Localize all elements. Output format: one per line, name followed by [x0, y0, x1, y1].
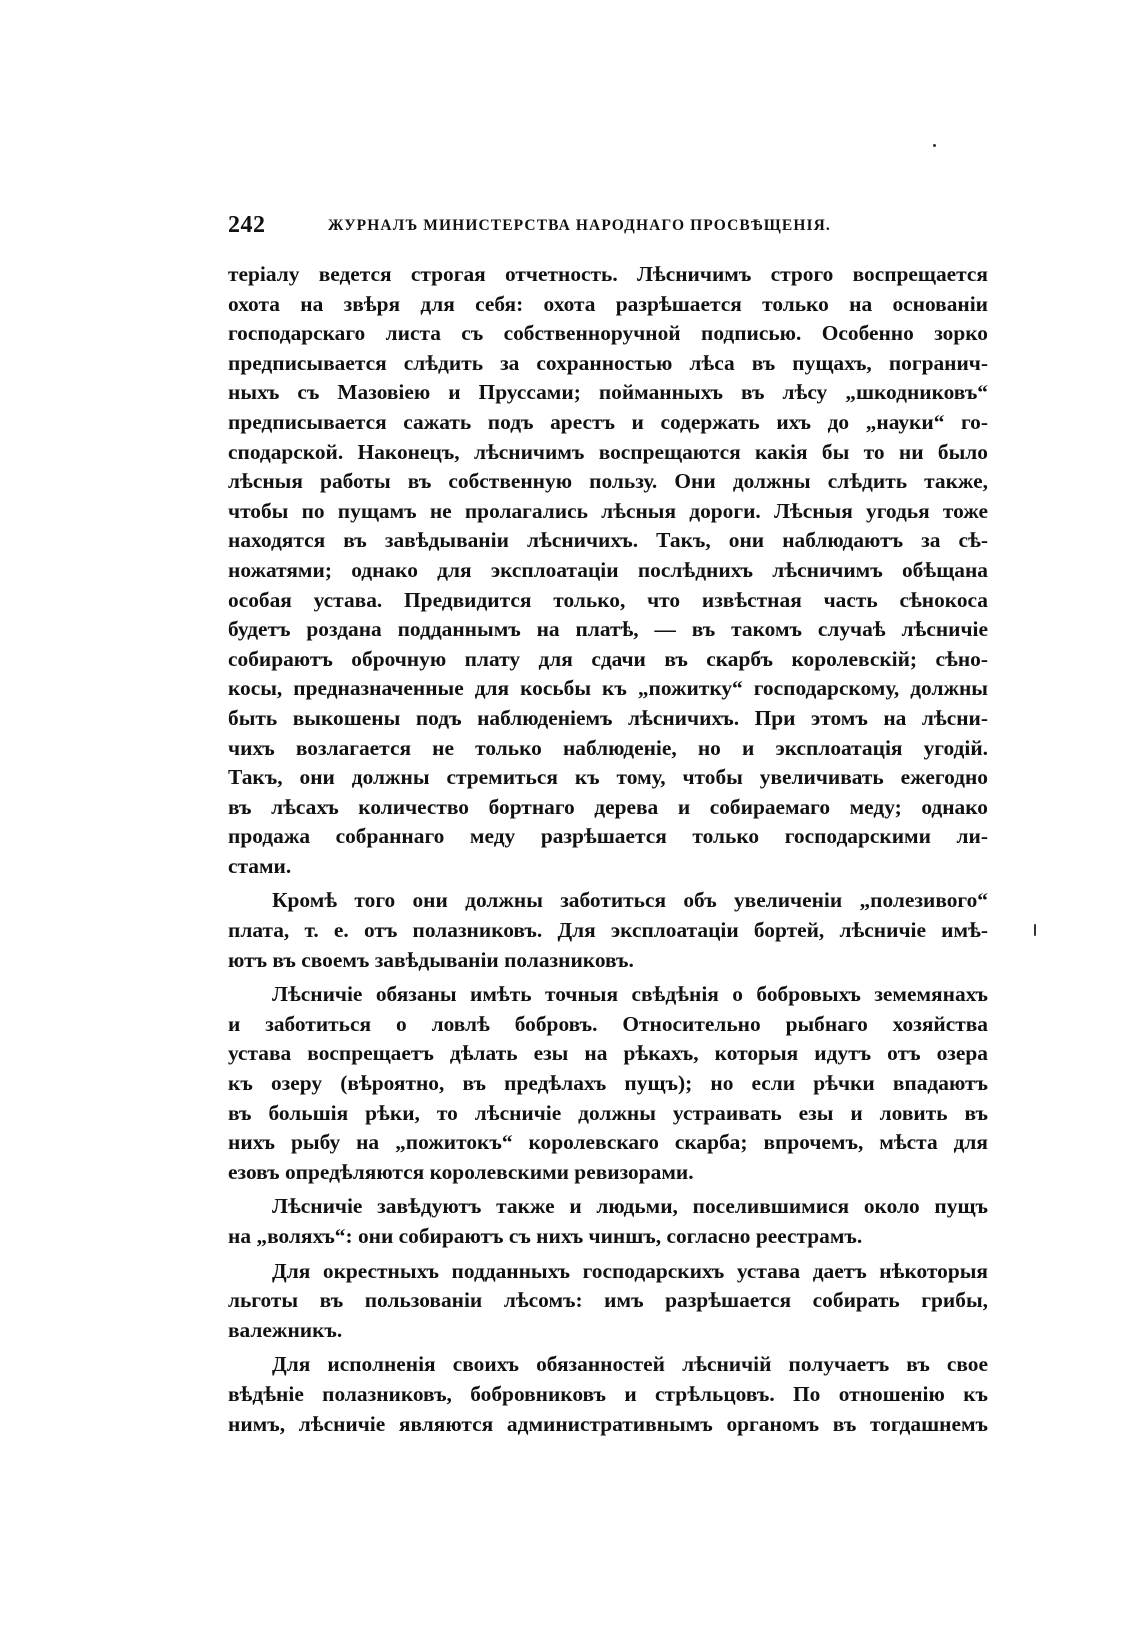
- text-line: Для исполненія своихъ обязанностей лѣсничій получаетъ въ свое: [272, 1352, 988, 1377]
- paragraph: [228, 1257, 988, 1346]
- text-line: валежникъ.: [228, 1317, 343, 1342]
- text-line: въ большія рѣки, то лѣсничіе должны устраивать езы и ловить въ: [228, 1100, 988, 1125]
- text-line: Такъ, они должны стремиться къ тому, чтобы увеличивать ежегодно: [228, 765, 988, 790]
- text-line: продажа собраннаго меду разрѣшается только господарскими ли-: [228, 824, 988, 849]
- text-line: будетъ роздана подданнымъ на платѣ, — въ такомъ случаѣ лѣсничіе: [228, 617, 988, 642]
- text-line: особая устава. Предвидится только, что извѣстная часть сѣнокоса: [228, 587, 988, 612]
- text-line: ютъ въ своемъ завѣдываніи полазниковъ.: [228, 947, 634, 972]
- text-line: Для окрестныхъ подданныхъ господарскихъ устава даетъ нѣкоторыя: [272, 1258, 988, 1283]
- page-number: 242: [228, 212, 266, 238]
- text-line: Кромѣ того они должны заботиться объ увеличеніи „полезивого“: [272, 888, 988, 913]
- paragraph: [228, 1192, 988, 1251]
- paragraph: [228, 1350, 988, 1439]
- text-line: предписывается сажать подъ арестъ и содержать ихъ до „науки“ го-: [228, 409, 988, 434]
- text-line: быть выкошены подъ наблюденіемъ лѣсничихъ. При этомъ на лѣсни-: [228, 705, 988, 730]
- text-line: Лѣсничіе завѣдуютъ также и людьми, поселившимися около пущъ: [272, 1194, 988, 1219]
- text-line: косы, предназначенные для косьбы къ „пожитку“ господарскому, должны: [228, 676, 988, 701]
- text-line: и заботиться о ловлѣ бобровъ. Относительно рыбнаго хозяйства: [228, 1011, 988, 1036]
- text-line: находятся въ завѣдываніи лѣсничихъ. Такъ, они наблюдаютъ за сѣ-: [228, 528, 988, 553]
- text-line: устава воспрещаетъ дѣлать езы на рѣкахъ, которыя идутъ отъ озера: [228, 1041, 988, 1066]
- text-line: господарскаго листа съ собственноручной подписью. Особенно зорко: [228, 321, 988, 346]
- text-line: стами.: [228, 853, 292, 878]
- text-line: ножатями; однако для эксплоатаціи послѣднихъ лѣсничимъ обѣщана: [228, 557, 988, 582]
- text-line: къ озеру (вѣроятно, въ предѣлахъ пущъ); но если рѣчки впадаютъ: [228, 1071, 988, 1096]
- text-line: вѣдѣніе полазниковъ, бобровниковъ и стрѣльцовъ. По отношенію къ: [228, 1381, 988, 1406]
- text-line: чихъ возлагается не только наблюденіе, но и эксплоатація угодій.: [228, 735, 988, 760]
- text-line: собираютъ оброчную плату для сдачи въ скарбъ королевскій; сѣно-: [228, 646, 988, 671]
- text-line: предписывается слѣдить за сохранностью лѣса въ пущахъ, погранич-: [228, 350, 988, 375]
- text-line: езовъ опредѣляются королевскими ревизорами.: [228, 1159, 694, 1184]
- paragraph: [228, 886, 988, 975]
- scan-speck-right: [1034, 924, 1036, 936]
- text-line: чтобы по пущамъ не пролагались лѣсныя дороги. Лѣсныя угодья тоже: [228, 498, 988, 523]
- page-header: [228, 212, 988, 246]
- text-line: нихъ рыбу на „пожитокъ“ королевскаго скарба; впрочемъ, мѣста для: [228, 1130, 988, 1155]
- scan-speck-top: [933, 144, 936, 147]
- text-line: сподарской. Наконецъ, лѣсничимъ воспрещаются какія бы то ни было: [228, 439, 988, 464]
- text-line: нимъ, лѣсничіе являются административнымъ органомъ въ тогдашнемъ: [228, 1411, 988, 1436]
- text-line: льготы въ пользованіи лѣсомъ: имъ разрѣшается собирать грибы,: [228, 1288, 988, 1313]
- text-line: лѣсныя работы въ собственную пользу. Они должны слѣдить также,: [228, 469, 988, 494]
- text-line: на „воляхъ“: они собираютъ съ нихъ чиншъ, согласно реестрамъ.: [228, 1224, 863, 1248]
- text-line: теріалу ведется строгая отчетность. Лѣсничимъ строго воспрещается: [228, 262, 988, 286]
- text-line: ныхъ съ Мазовіею и Пруссами; пойманныхъ въ лѣсу „шкодниковъ“: [228, 380, 988, 405]
- text-line: охота на звѣря для себя: охота разрѣшается только на основаніи: [228, 291, 988, 316]
- running-title: ЖУРНАЛЪ МИНИСТЕРСТВА НАРОДНАГО ПРОСВѢЩЕНІЯ.: [328, 217, 831, 234]
- text-line: въ лѣсахъ количество бортнаго дерева и собираемаго меду; однако: [228, 794, 988, 819]
- paragraph: [228, 260, 988, 881]
- text-line: плата, т. е. отъ полазниковъ. Для эксплоатаціи бортей, лѣсничіе имѣ-: [228, 918, 988, 943]
- paragraph: [228, 980, 988, 1187]
- text-line: Лѣсничіе обязаны имѣть точныя свѣдѣнія о бобровыхъ земемянахъ: [272, 982, 988, 1007]
- body-text: [228, 260, 988, 1439]
